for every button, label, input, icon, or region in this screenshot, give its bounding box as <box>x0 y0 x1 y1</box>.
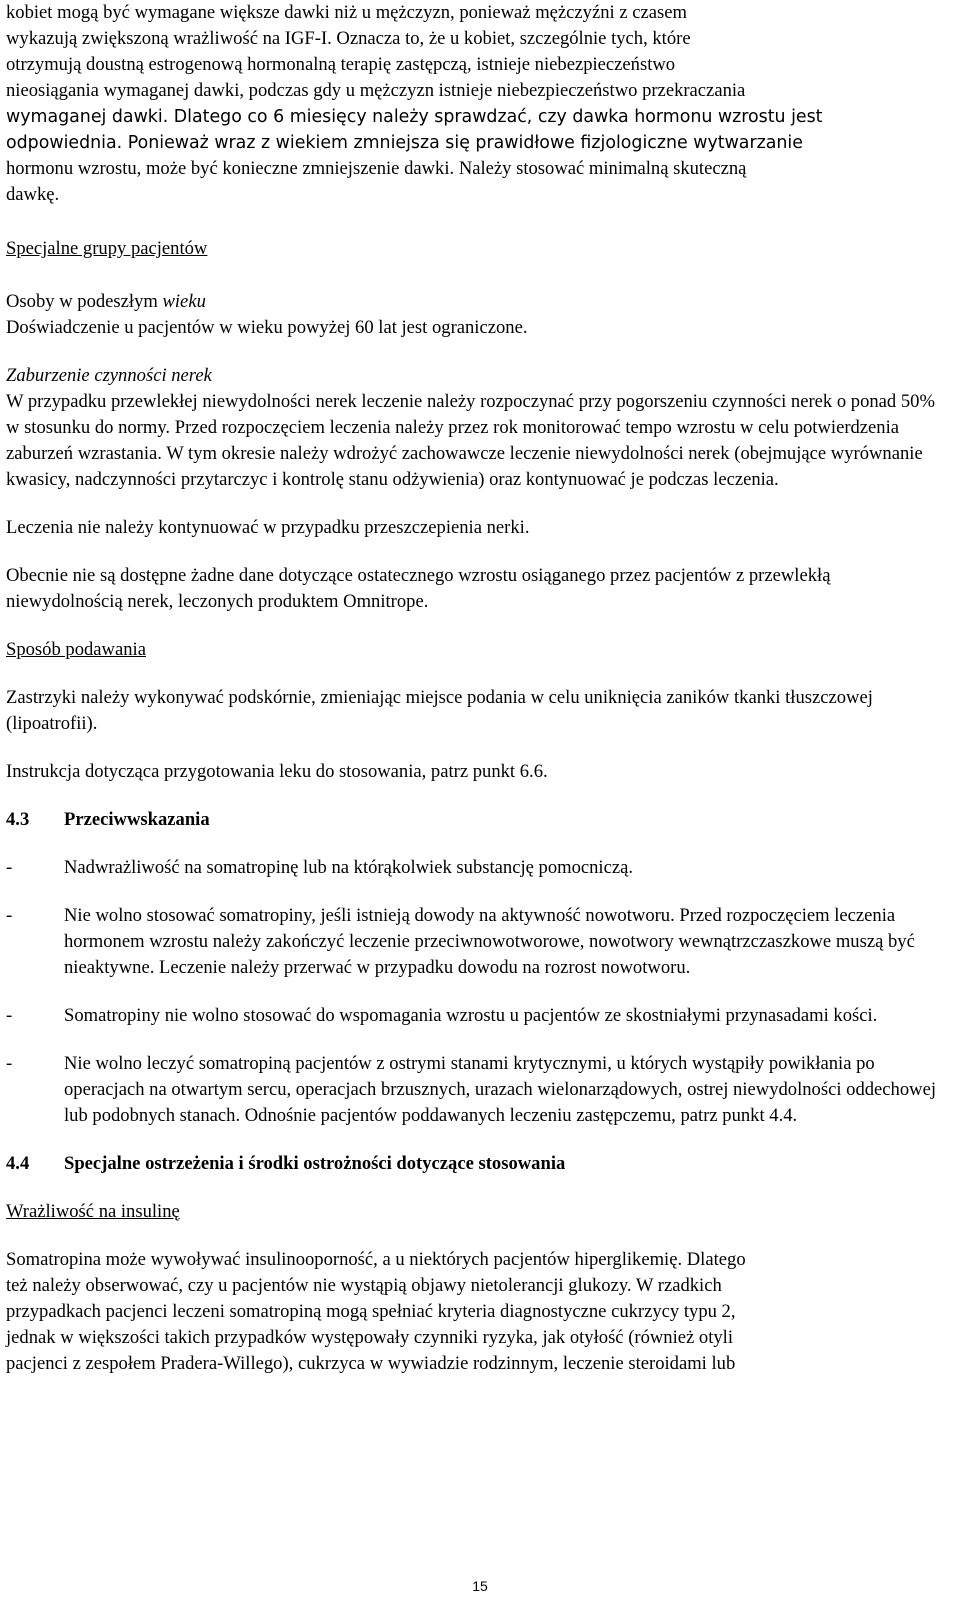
intro-line: wykazują zwiększoną wrażliwość na IGF-I. Oznacza to, że u kobiet, szczególnie tych, które <box>6 28 691 49</box>
elderly-text: Doświadczenie u pacjentów w wieku powyżej 60 lat jest ograniczone. <box>6 317 528 338</box>
administration-instruction-text: Instrukcja dotycząca przygotowania leku do stosowania, patrz punkt 6.6. <box>6 761 548 782</box>
insulin-line: pacjenci z zespołem Pradera-Willego), cukrzyca w wywiadzie rodzinnym, leczenie steroidami lub <box>6 1353 736 1374</box>
document-page <box>6 0 942 1377</box>
list-dash: - <box>6 905 13 926</box>
list-item <box>6 1003 942 1029</box>
special-groups-heading: Specjalne grupy pacjentów <box>6 238 208 259</box>
list-item-text: Nadwrażliwość na somatropinę lub na którąkolwiek substancję pomocniczą. <box>64 857 633 878</box>
intro-line: hormonu wzrostu, może być konieczne zmniejszenie dawki. Należy stosować minimalną skuteczną <box>6 158 747 179</box>
intro-paragraph <box>6 0 942 208</box>
insulin-heading: Wrażliwość na insulinę <box>6 1201 180 1222</box>
section-title: Przeciwwskazania <box>64 809 210 830</box>
section-number: 4.4 <box>6 1153 30 1174</box>
section-title: Specjalne ostrzeżenia i środki ostrożności dotyczące stosowania <box>64 1153 566 1174</box>
list-dash: - <box>6 1005 13 1026</box>
list-item-text: Somatropiny nie wolno stosować do wspomagania wzrostu u pacjentów ze skostniałymi przynasadami kości. <box>64 1005 878 1026</box>
administration-heading: Sposób podawania <box>6 639 146 660</box>
list-item-text: Nie wolno stosować somatropiny, jeśli istnieją dowody na aktywność nowotworu. Przed rozpoczęciem leczenia hormonem wzrostu należy zakończyć leczenie przeciwnowotworowe, nowotwory wewnątrzczaszkowe muszą być nieaktywne. Leczenie należy przerwać w przypadku dowodu na rozrost nowotworu. <box>64 905 915 978</box>
section-4-3-heading <box>6 807 942 833</box>
renal-label: Zaburzenie czynności nerek <box>6 365 212 386</box>
list-item-text: Nie wolno leczyć somatropiną pacjentów z ostrymi stanami krytycznymi, u których wystąpiły powikłania po operacjach na otwartym sercu, operacjach brzusznych, urazach wielonarządowych, ostrej niewydolności oddechowej lub podobnych stanach. Odnośnie pacjentów poddawanych leczeniu zastępczemu, patrz punkt 4.4. <box>64 1053 936 1126</box>
page-number: 15 <box>472 1578 488 1594</box>
insulin-line: Somatropina może wywoływać insulinooporność, a u niektórych pacjentów hiperglikemię. Dlatego <box>6 1249 746 1270</box>
renal-transplant-text: Leczenia nie należy kontynuować w przypadku przeszczepienia nerki. <box>6 517 530 538</box>
list-item <box>6 855 942 881</box>
intro-line: dawkę. <box>6 184 60 205</box>
renal-text: W przypadku przewlekłej niewydolności nerek leczenie należy rozpoczynać przy pogorszeniu czynności nerek o ponad 50% w stosunku do normy. Przed rozpoczęciem leczenia należy przez rok monitorować tempo wzrostu w celu potwierdzenia zaburzeń wzrastania. W tym okresie należy wdrożyć zachowawcze leczenie niewydolności nerek (obejmujące wyrównanie kwasicy, nadczynności przytarczyc i kontrolę stanu odżywienia) oraz kontynuować je podczas leczenia. <box>6 391 935 490</box>
insulin-line: jednak w większości takich przypadków występowały czynniki ryzyka, jak otyłość (również otyli <box>6 1327 734 1348</box>
renal-no-data-text: Obecnie nie są dostępne żadne dane dotyczące ostatecznego wzrostu osiąganego przez pacjentów z przewlekłą niewydolnością nerek, leczonych produktem Omnitrope. <box>6 565 831 612</box>
list-dash: - <box>6 857 13 878</box>
insulin-line: przypadkach pacjenci leczeni somatropiną mogą spełniać kryteria diagnostyczne cukrzycy typu 2, <box>6 1301 736 1322</box>
elderly-label: Osoby w podeszłym wieku <box>6 291 206 312</box>
administration-injection-text: Zastrzyki należy wykonywać podskórnie, zmieniając miejsce podania w celu uniknięcia zaników tkanki tłuszczowej (lipoatrofii). <box>6 687 873 734</box>
intro-line: kobiet mogą być wymagane większe dawki niż u mężczyzn, ponieważ mężczyźni z czasem <box>6 2 687 23</box>
elderly-block <box>6 289 942 341</box>
list-item <box>6 1051 942 1129</box>
insulin-line: też należy obserwować, czy u pacjentów nie wystąpią objawy nietolerancji glukozy. W rzadkich <box>6 1275 722 1296</box>
section-number: 4.3 <box>6 809 30 830</box>
list-dash: - <box>6 1053 13 1074</box>
intro-line: odpowiednia. Ponieważ wraz z wiekiem zmniejsza się prawidłowe fizjologiczne wytwarzanie <box>6 133 803 153</box>
list-item <box>6 903 942 981</box>
section-4-4-heading <box>6 1151 942 1177</box>
insulin-paragraph <box>6 1247 942 1377</box>
intro-line: nieosiągania wymaganej dawki, podczas gdy u mężczyzn istnieje niebezpieczeństwo przekraczania <box>6 80 746 101</box>
intro-line: wymaganej dawki. Dlatego co 6 miesięcy należy sprawdzać, czy dawka hormonu wzrostu jest <box>6 107 823 127</box>
intro-line: otrzymują doustną estrogenową hormonalną terapię zastępczą, istnieje niebezpieczeństwo <box>6 54 676 75</box>
